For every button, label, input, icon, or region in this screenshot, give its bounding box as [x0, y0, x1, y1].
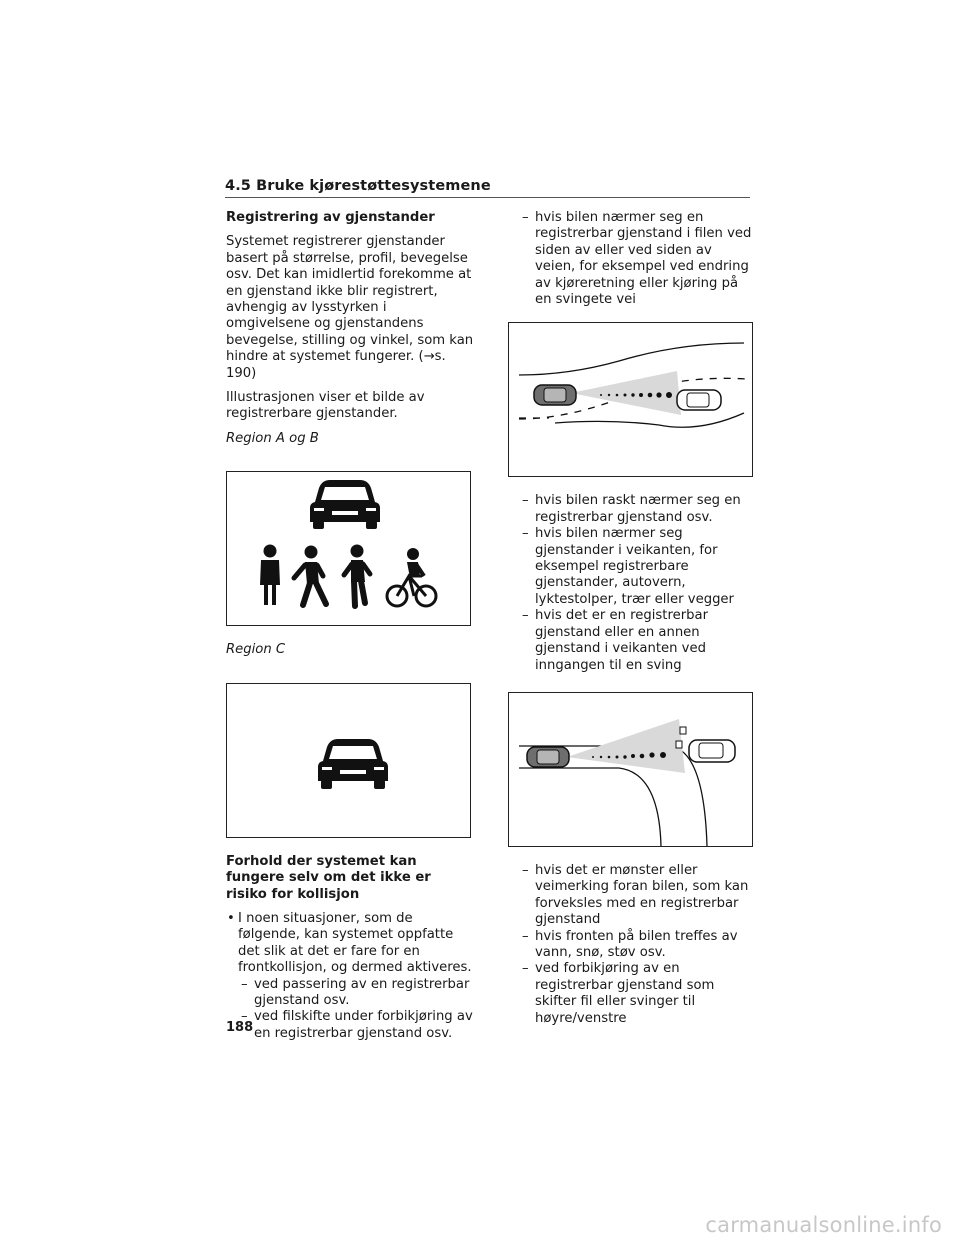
dash-item: – hvis bilen nærmer seg en registrerbar gjenstand i filen ved siden av eller ved siden av veien, for eksempel ved endring av kjøreretning eller kjøring på en svingete vei: [522, 210, 752, 308]
figure-region-c: [226, 683, 471, 838]
dash-item: – hvis det er mønster eller veimerking foran bilen, som kan forveksles med en registrerbar gjenstand: [522, 863, 752, 929]
watermark: carmanualsonline.info: [705, 1213, 942, 1237]
paragraph-detection-info: Systemet registrerer gjenstander basert på størrelse, profil, bevegelse osv. Det kan imidlertid forekomme at en gjenstand ikke blir registrert, avhengig av lysstyrken i omgivelsene og gjenstandens bevegelse, stilling og vinkel, som kan hindre at systemet fungerer. (→s. 190): [226, 234, 474, 381]
figure-curved-road: [508, 322, 753, 477]
bullet-item: • I noen situasjoner, som de følgende, kan systemet oppfatte det slik at det er fare for en frontkollisjon, og dermed aktiveres.: [226, 911, 474, 977]
dash-item: – ved filskifte under forbikjøring av en registrerbar gjenstand osv.: [226, 1009, 474, 1042]
dash-item: – hvis det er en registrerbar gjenstand eller en annen gjenstand i veikanten ved inngangen til en sving: [522, 608, 752, 674]
dash-item: – ved passering av en registrerbar gjenstand osv.: [226, 977, 474, 1010]
paragraph-illustration-info: Illustrasjonen viser et bilde av registrerbare gjenstander.: [226, 390, 425, 422]
left-column: [226, 210, 474, 1042]
dash-item: – hvis bilen nærmer seg gjenstander i veikanten, for eksempel registrerbare gjenstander, autovern, lyktestolper, trær eller vegger: [522, 526, 752, 608]
pedestrian-walking-icon: [294, 546, 326, 606]
heading-conditions: Forhold der systemet kan fungere selv om det ikke er risiko for kollisjon: [226, 853, 431, 902]
figure-region-a-b: [226, 471, 471, 626]
cyclist-icon: [387, 548, 436, 606]
pedestrian-running-icon: [344, 545, 370, 607]
dash-item: – hvis bilen raskt nærmer seg en registrerbar gjenstand osv.: [522, 493, 752, 526]
right-column: [522, 210, 752, 1027]
section-header: 4.5 Bruke kjørestøttesystemene: [225, 178, 750, 198]
car-icon: [534, 385, 576, 405]
car-icon: [310, 480, 380, 529]
dash-item: – hvis fronten på bilen treffes av vann, snø, støv osv.: [522, 929, 752, 962]
caption-region-c: Region C: [226, 642, 286, 658]
car-icon: [527, 747, 569, 767]
dash-item: – ved forbikjøring av en registrerbar gjenstand som skifter fil eller svinger til høyre/venstre: [522, 961, 752, 1027]
pedestrian-standing-icon: [260, 545, 280, 606]
page-number: 188: [226, 1020, 254, 1035]
car-icon: [677, 390, 721, 410]
car-icon: [689, 740, 735, 762]
caption-region-a-b: Region A og B: [226, 430, 319, 446]
figure-road-curve-entrance: [508, 692, 753, 847]
heading-object-detection: Registrering av gjenstander: [226, 210, 435, 225]
car-icon: [318, 739, 388, 789]
